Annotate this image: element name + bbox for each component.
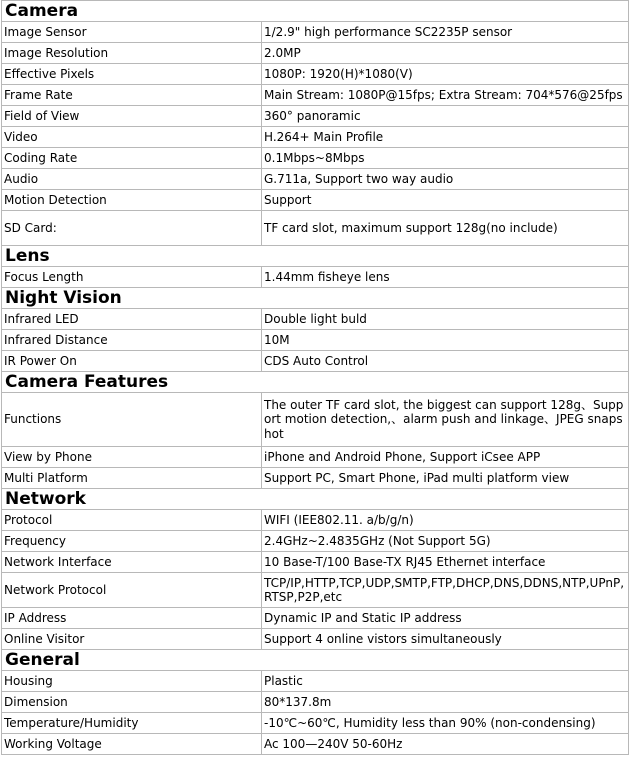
table-row <box>2 510 629 531</box>
spec-label: Temperature/Humidity <box>2 713 262 734</box>
spec-value: The outer TF card slot, the biggest can support 128g、Support motion detection,、alarm push and linkage、JPEG snapshot <box>262 393 629 447</box>
spec-table <box>1 0 629 755</box>
spec-value: Double light buld <box>262 309 629 330</box>
section-title: Network <box>2 489 629 510</box>
section-title: Camera <box>2 1 629 22</box>
spec-value: 2.0MP <box>262 43 629 64</box>
table-row <box>2 608 629 629</box>
table-row <box>2 267 629 288</box>
spec-value: 80*137.8m <box>262 692 629 713</box>
table-row <box>2 713 629 734</box>
spec-label: Coding Rate <box>2 148 262 169</box>
table-row <box>2 330 629 351</box>
spec-value: 0.1Mbps~8Mbps <box>262 148 629 169</box>
spec-label: SD Card: <box>2 211 262 246</box>
spec-value: -10℃~60℃, Humidity less than 90% (non-condensing) <box>262 713 629 734</box>
spec-label: Field of View <box>2 106 262 127</box>
section-night-vision <box>2 288 629 309</box>
spec-label: IR Power On <box>2 351 262 372</box>
spec-value: TF card slot, maximum support 128g(no include) <box>262 211 629 246</box>
section-lens <box>2 246 629 267</box>
table-row <box>2 573 629 608</box>
table-row <box>2 734 629 755</box>
spec-value: 10 Base-T/100 Base-TX RJ45 Ethernet interface <box>262 552 629 573</box>
spec-label: Image Sensor <box>2 22 262 43</box>
section-camera <box>2 1 629 22</box>
spec-label: Audio <box>2 169 262 190</box>
table-row <box>2 43 629 64</box>
table-row <box>2 351 629 372</box>
spec-value: H.264+ Main Profile <box>262 127 629 148</box>
table-row <box>2 127 629 148</box>
section-network <box>2 489 629 510</box>
table-row <box>2 85 629 106</box>
spec-label: Infrared Distance <box>2 330 262 351</box>
spec-label: Online Visitor <box>2 629 262 650</box>
section-title: Camera Features <box>2 372 629 393</box>
spec-value: Ac 100—240V 50-60Hz <box>262 734 629 755</box>
table-row <box>2 468 629 489</box>
spec-value: Support 4 online vistors simultaneously <box>262 629 629 650</box>
spec-label: Motion Detection <box>2 190 262 211</box>
spec-label: Network Protocol <box>2 573 262 608</box>
spec-value: CDS Auto Control <box>262 351 629 372</box>
table-row <box>2 148 629 169</box>
spec-value: 1.44mm fisheye lens <box>262 267 629 288</box>
spec-label: Network Interface <box>2 552 262 573</box>
spec-label: Image Resolution <box>2 43 262 64</box>
table-row <box>2 106 629 127</box>
table-row <box>2 692 629 713</box>
spec-value: 10M <box>262 330 629 351</box>
spec-value: TCP/IP,HTTP,TCP,UDP,SMTP,FTP,DHCP,DNS,DDNS,NTP,UPnP,RTSP,P2P,etc <box>262 573 629 608</box>
spec-value: Support PC, Smart Phone, iPad multi platform view <box>262 468 629 489</box>
spec-value: 1080P: 1920(H)*1080(V) <box>262 64 629 85</box>
section-camera-features <box>2 372 629 393</box>
table-row <box>2 671 629 692</box>
table-row <box>2 531 629 552</box>
spec-label: Multi Platform <box>2 468 262 489</box>
spec-label: Working Voltage <box>2 734 262 755</box>
spec-label: Effective Pixels <box>2 64 262 85</box>
spec-value: WIFI (IEE802.11. a/b/g/n) <box>262 510 629 531</box>
spec-value: 1/2.9" high performance SC2235P sensor <box>262 22 629 43</box>
spec-value: Main Stream: 1080P@15fps; Extra Stream: 704*576@25fps <box>262 85 629 106</box>
spec-label: View by Phone <box>2 447 262 468</box>
table-row <box>2 552 629 573</box>
table-row <box>2 169 629 190</box>
table-row <box>2 64 629 85</box>
section-general <box>2 650 629 671</box>
section-title: General <box>2 650 629 671</box>
table-row <box>2 22 629 43</box>
spec-label: Frame Rate <box>2 85 262 106</box>
table-row <box>2 190 629 211</box>
table-row <box>2 629 629 650</box>
spec-value: G.711a, Support two way audio <box>262 169 629 190</box>
spec-label: Housing <box>2 671 262 692</box>
spec-value: Support <box>262 190 629 211</box>
spec-label: Frequency <box>2 531 262 552</box>
table-row <box>2 447 629 468</box>
spec-value: 360° panoramic <box>262 106 629 127</box>
spec-value: 2.4GHz~2.4835GHz (Not Support 5G) <box>262 531 629 552</box>
spec-label: Video <box>2 127 262 148</box>
section-title: Lens <box>2 246 629 267</box>
section-title: Night Vision <box>2 288 629 309</box>
spec-value: Dynamic IP and Static IP address <box>262 608 629 629</box>
spec-label: Dimension <box>2 692 262 713</box>
spec-label: Functions <box>2 393 262 447</box>
spec-value: Plastic <box>262 671 629 692</box>
table-row <box>2 393 629 447</box>
spec-label: Protocol <box>2 510 262 531</box>
spec-label: Focus Length <box>2 267 262 288</box>
table-row <box>2 211 629 246</box>
spec-label: Infrared LED <box>2 309 262 330</box>
spec-label: IP Address <box>2 608 262 629</box>
table-row <box>2 309 629 330</box>
spec-value: iPhone and Android Phone, Support iCsee APP <box>262 447 629 468</box>
